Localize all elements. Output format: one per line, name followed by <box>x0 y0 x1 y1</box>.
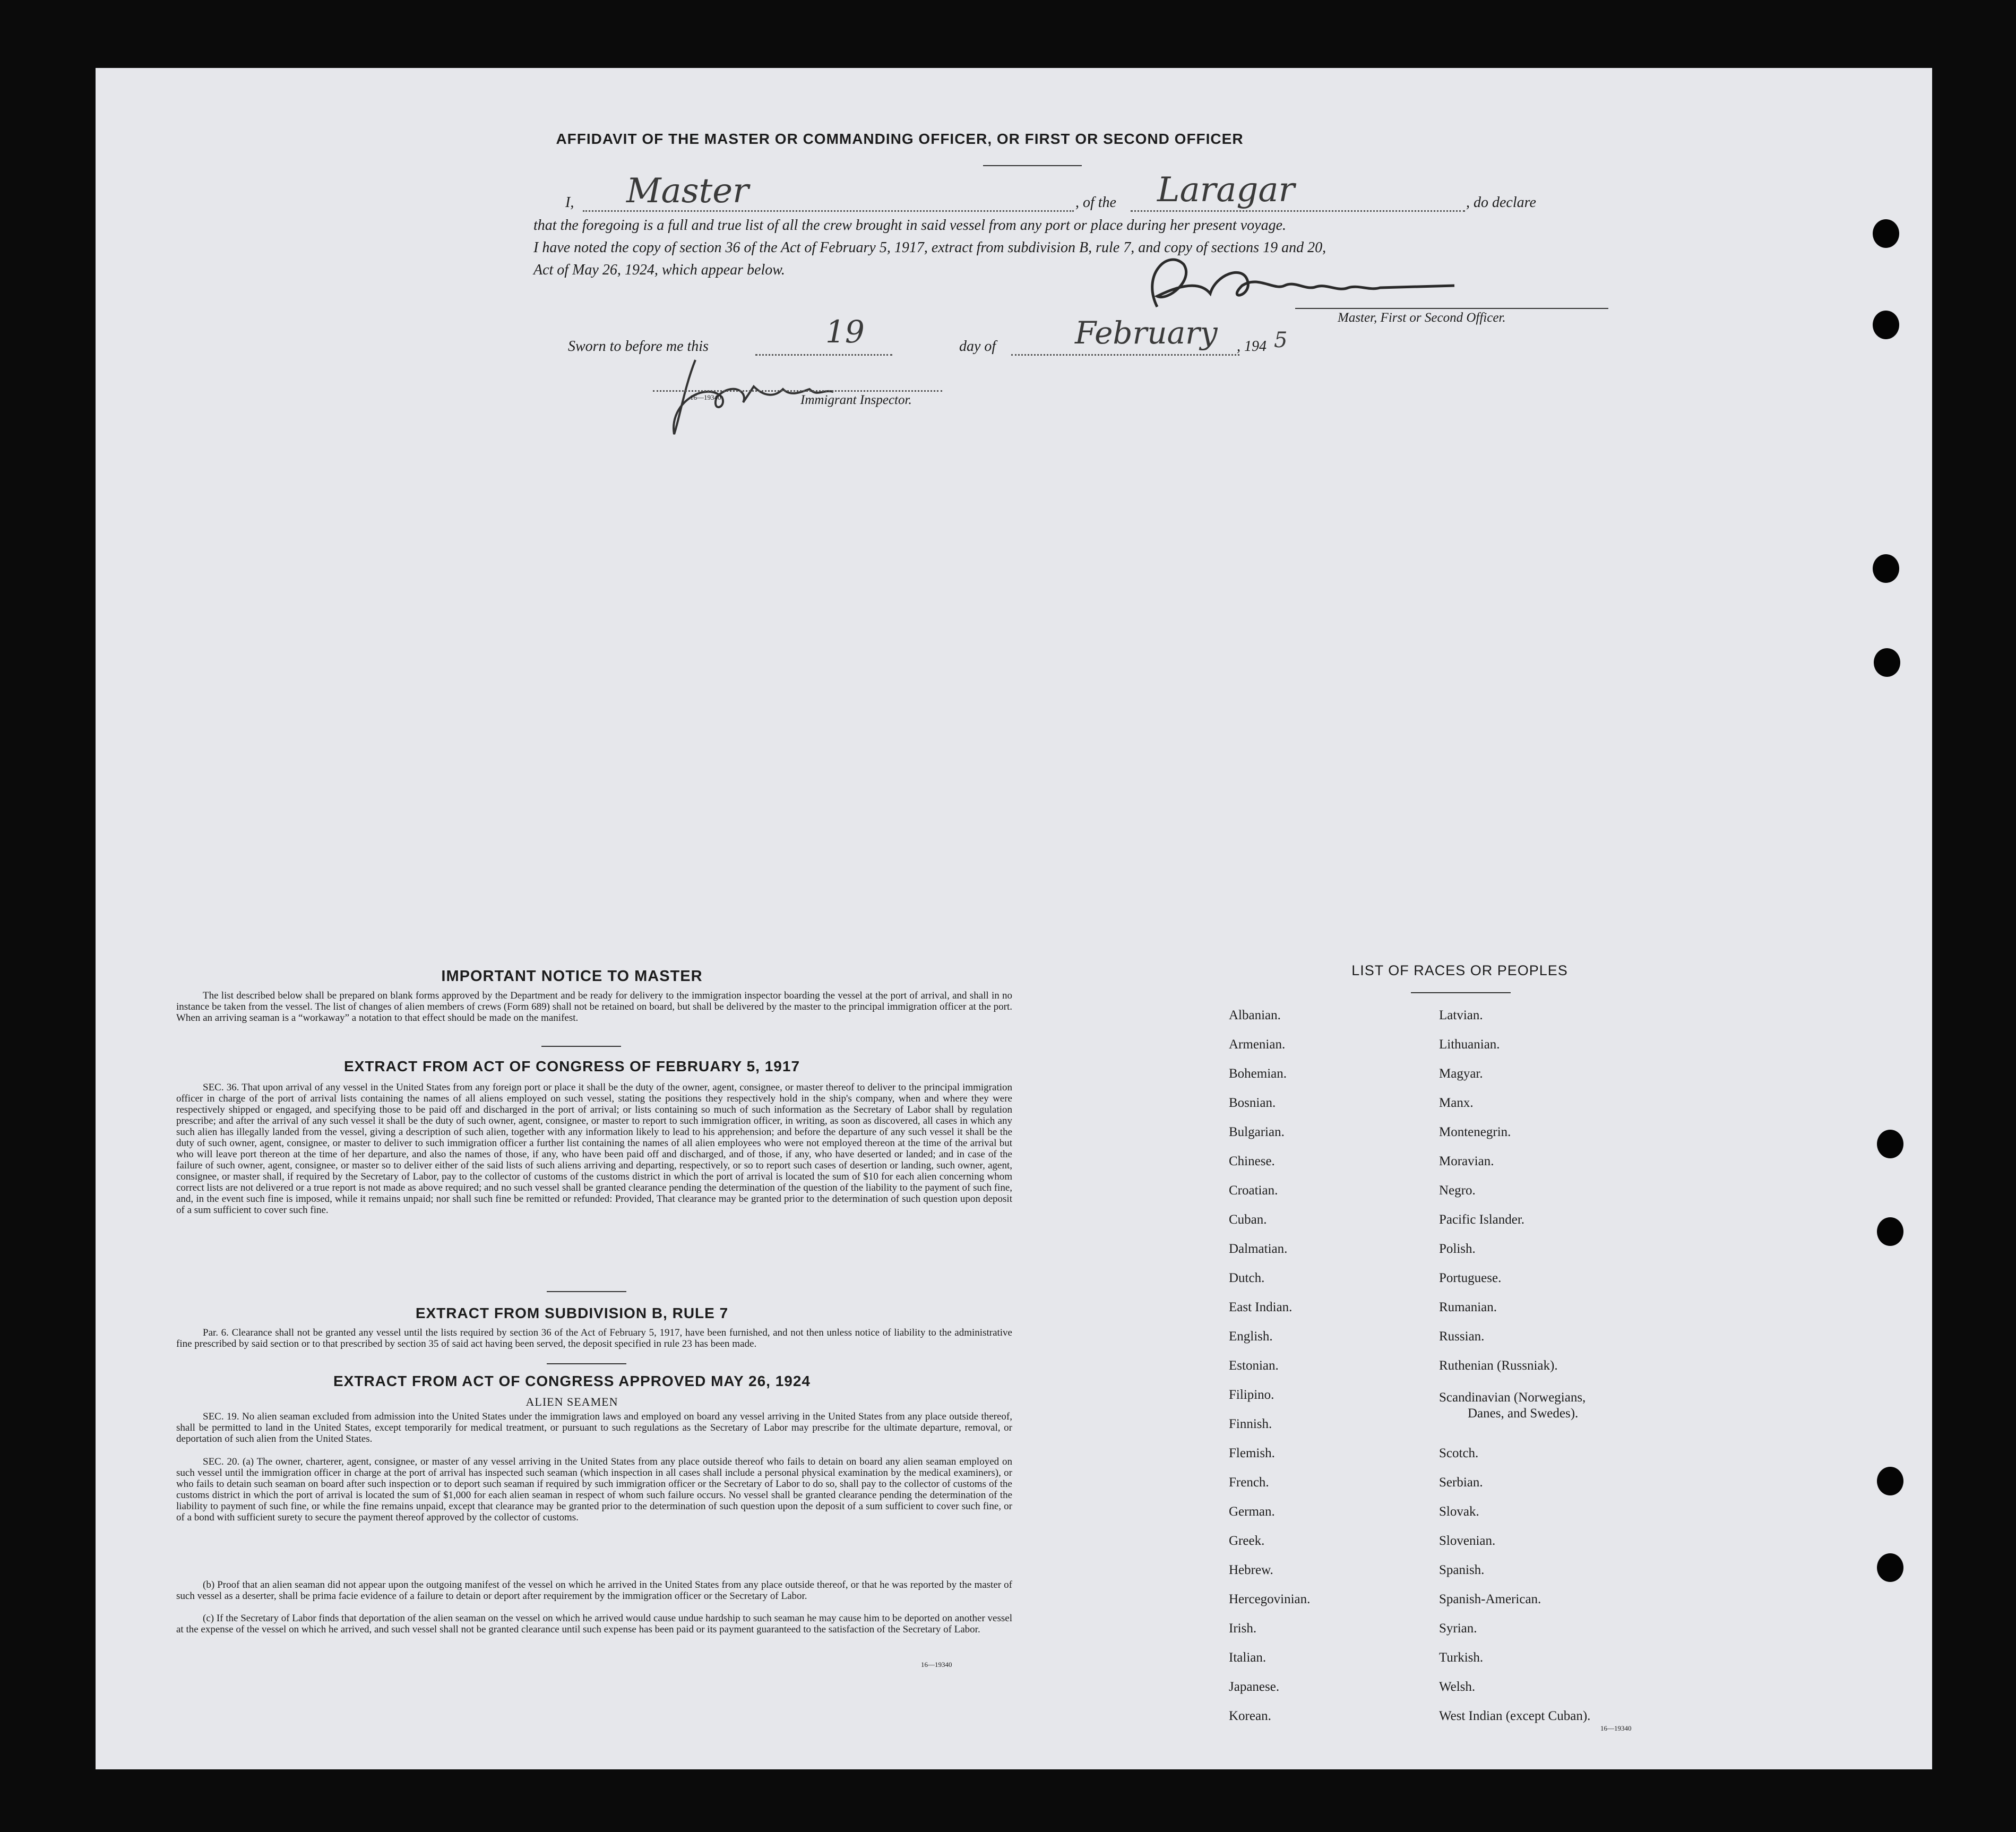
race-item: Slovenian. <box>1439 1534 1496 1548</box>
notice-heading: IMPORTANT NOTICE TO MASTER <box>441 968 703 985</box>
inspector-line <box>653 390 942 392</box>
year-prefix: , 194 <box>1237 338 1267 355</box>
race-item: Danes, and Swedes). <box>1468 1406 1579 1421</box>
races-divider <box>1411 992 1511 993</box>
punch-hole <box>1877 1467 1903 1495</box>
races-heading: LIST OF RACES OR PEOPLES <box>1351 962 1568 978</box>
race-item: Cuban. <box>1229 1212 1267 1227</box>
race-item: Albanian. <box>1229 1008 1281 1022</box>
race-item: Serbian. <box>1439 1475 1483 1490</box>
vessel-line <box>1131 210 1465 212</box>
race-item: Magyar. <box>1439 1066 1483 1081</box>
race-item: English. <box>1229 1329 1273 1344</box>
inspector-form-number: 16—19340 <box>690 393 721 401</box>
race-item: German. <box>1229 1504 1275 1519</box>
punch-hole <box>1877 1217 1903 1246</box>
race-item: Montenegrin. <box>1439 1125 1511 1139</box>
race-item: Portuguese. <box>1439 1271 1502 1285</box>
inspector-signature <box>664 339 892 445</box>
race-item: Manx. <box>1439 1096 1474 1110</box>
race-item: French. <box>1229 1475 1269 1490</box>
affidavit-line-3: I have noted the copy of section 36 of the Act of February 5, 1917, extract from subdivision B, rule 7, and copy of sections 19 and 20, <box>533 239 1326 256</box>
affidavit-heading: AFFIDAVIT OF THE MASTER OR COMMANDING OFFICER, OR FIRST OR SECOND OFFICER <box>556 131 1244 147</box>
race-item: Korean. <box>1229 1709 1271 1723</box>
race-item: Flemish. <box>1229 1446 1275 1460</box>
punch-hole <box>1873 311 1899 339</box>
affidavit-line-2: that the foregoing is a full and true list of all the crew brought in said vessel from any port or place during her present voyage. <box>533 217 1287 234</box>
race-item: West Indian (except Cuban). <box>1439 1709 1591 1723</box>
day-of-label: day of <box>959 338 996 355</box>
do-declare-label: , do declare <box>1466 194 1536 211</box>
race-item: Scotch. <box>1439 1446 1479 1460</box>
race-item: Turkish. <box>1439 1650 1484 1665</box>
race-item: Estonian. <box>1229 1358 1279 1373</box>
extract-1924-heading: EXTRACT FROM ACT OF CONGRESS APPROVED MAY 26, 1924 <box>333 1373 811 1389</box>
race-item: Lithuanian. <box>1439 1037 1500 1052</box>
race-item: Latvian. <box>1439 1008 1483 1022</box>
race-item: Hebrew. <box>1229 1563 1273 1577</box>
race-item: Italian. <box>1229 1650 1267 1665</box>
race-item: Greek. <box>1229 1534 1265 1548</box>
extract-1917-divider <box>547 1291 626 1292</box>
race-item: Finnish. <box>1229 1417 1272 1431</box>
extract-1917-heading: EXTRACT FROM ACT OF CONGRESS OF FEBRUARY 5, 1917 <box>343 1058 800 1074</box>
race-item: Ruthenian (Russniak). <box>1439 1358 1558 1373</box>
extract-rule7-divider <box>547 1363 626 1364</box>
race-item: Syrian. <box>1439 1621 1477 1636</box>
race-item: Polish. <box>1439 1242 1476 1256</box>
officer-signature <box>1136 243 1507 317</box>
vessel-handwritten: Laragar <box>1157 170 1295 210</box>
officer-signature-line <box>1295 308 1608 309</box>
notice-text: The list described below shall be prepared on blank forms approved by the Department and be ready for delivery to the immigration inspector boarding the vessel at the port of arrival, and shall in no instance be taken from the vessel. The list of changes of alien members of crews (Form 689) shall not be retained on board, but shall be delivered by the master to the principal immigration officer at the port. When an arriving seaman is a “workaway” a notation to that effect should be made on the manifest. <box>176 990 1012 1023</box>
pronoun-label: I, <box>565 194 574 211</box>
month-line <box>1011 354 1239 356</box>
race-item: Armenian. <box>1229 1037 1286 1052</box>
punch-hole <box>1873 219 1899 248</box>
inspector-caption: Immigrant Inspector. <box>800 393 912 407</box>
sec-20c-text: (c) If the Secretary of Labor finds that deportation of the alien seaman on the vessel on which he arrived would cause undue hardship to such seaman he may cause him to be deported on another vessel at the expense of the vessel on which he arrived, and such vessel shall not be granted clearance until such expense has been paid or its payment guaranteed to the satisfaction of the Secretary of Labor. <box>176 1613 1012 1635</box>
race-item: Hercegovinian. <box>1229 1592 1311 1606</box>
officer-caption: Master, First or Second Officer. <box>1338 311 1506 325</box>
race-item: Pacific Islander. <box>1439 1212 1525 1227</box>
sec-20a-text: SEC. 20. (a) The owner, charterer, agent, consignee, or master of any vessel arriving in the United States from any place outside thereof who fails to detain on board any alien seaman employed on such vessel until the immigration officer in charge at the port of arrival has inspected such seaman (which inspection in all cases shall include a personal physical examination by the medical examiners), or who fails to detain such seaman on board after such inspection or to deport such seaman if required by such immigration officer or the Secretary of Labor to do so, shall pay to the collector of customs of the customs district in which the port of arrival is located the sum of $1,000 for each alien seaman in respect of whom such failure occurs. No vessel shall be granted clearance pending the determination of the liability to payment of such fine, or while the fine remains unpaid, except that clearance may be granted prior to the determination of such question upon the deposit of a sum sufficient to cover such fine, or of a bond with sufficient surety to secure the payment thereof approved by the collector of customs. <box>176 1456 1012 1523</box>
year-handwritten: 5 <box>1274 328 1288 352</box>
extract-1917-text: SEC. 36. That upon arrival of any vessel in the United States from any foreign port or place it shall be the duty of the owner, agent, consignee, or master thereof to deliver to the principal immigration officer in charge of the port of arrival lists containing the names of all aliens employed on such vessel, stating the positions they respectively hold in the ship's company, when and where they were respectively shipped or engaged, and specifying those to be paid off and discharged in the port of arrival; or lists containing so much of such information as the Secretary of Labor shall by regulation prescribe; and after the arrival of any such vessel it shall be the duty of such owner, agent, consignee, or master to report to such immigration officer, in writing, as soon as discovered, all cases in which any such alien has illegally landed from the vessel, giving a description of such alien, together with any information likely to lead to his apprehension; and before the departure of any such vessel it shall be the duty of such owner, agent, consignee, or master to deliver to such immigration officer a further list containing the names of all alien employees who were not employed thereon at the time of the arrival but who will leave port thereon at the time of her departure, and also the names of those, if any, who have been paid off and discharged, and of those, if any, who have deserted or landed; and in case of the failure of such owner, agent, consignee, or master so to deliver either of the said lists of such aliens arriving and departing, respectively, or so to report such cases of desertion or landing, such owner, agent, consignee, or master shall, if required by the Secretary of Labor, pay to the collector of customs of the customs district in which the port of arrival is located the sum of $10 for each alien concerning whom correct lists are not delivered or a true report is not made as above required; and no such vessel shall be granted clearance pending the determination of the question of the liability to the payment of such fine, and, in the event such fine is imposed, while it remains unpaid; nor shall such fine be remitted or refunded: Provided, That clearance may be granted prior to the determination of such question upon deposit of a sum sufficient to cover such fine. <box>176 1082 1012 1216</box>
race-item: Bulgarian. <box>1229 1125 1285 1139</box>
affidavit-line-4: Act of May 26, 1924, which appear below. <box>533 262 785 278</box>
race-item: Croatian. <box>1229 1183 1278 1198</box>
race-item: Dalmatian. <box>1229 1242 1288 1256</box>
race-item: Irish. <box>1229 1621 1257 1636</box>
document-page <box>96 68 1932 1769</box>
race-item: Russian. <box>1439 1329 1485 1344</box>
race-item: Scandinavian (Norwegians, <box>1439 1390 1586 1405</box>
of-the-label: , of the <box>1075 194 1116 211</box>
punch-hole <box>1877 1130 1903 1158</box>
month-handwritten: February <box>1075 315 1218 351</box>
race-item: Bohemian. <box>1229 1066 1287 1081</box>
race-item: Dutch. <box>1229 1271 1265 1285</box>
race-item: Slovak. <box>1439 1504 1479 1519</box>
races-form-number: 16—19340 <box>1600 1724 1632 1732</box>
name-handwritten: Master <box>626 171 749 211</box>
extract-rule7-text: Par. 6. Clearance shall not be granted any vessel until the lists required by section 36 of the Act of February 5, 1917, have been furnished, and not then unless notice of liability to the administrative fine prescribed by said section or to that prescribed by section 35 of said act having been served, the deposit specified in rule 23 has been made. <box>176 1327 1012 1349</box>
race-item: Spanish-American. <box>1439 1592 1541 1606</box>
extract-form-number: 16—19340 <box>921 1661 952 1668</box>
race-item: Negro. <box>1439 1183 1476 1198</box>
race-item: Rumanian. <box>1439 1300 1497 1314</box>
alien-seamen-subheading: ALIEN SEAMEN <box>525 1395 618 1408</box>
race-item: Japanese. <box>1229 1680 1280 1694</box>
punch-hole <box>1877 1553 1903 1582</box>
race-item: Chinese. <box>1229 1154 1275 1168</box>
sec-20b-text: (b) Proof that an alien seaman did not appear upon the outgoing manifest of the vessel on which he arrived in the United States from any place outside thereof, or that he was reported by the master of such vessel as a deserter, shall be prima facie evidence of a failure to detain or deport after requirement by the immigration officer or the Secretary of Labor. <box>176 1579 1012 1602</box>
race-item: Filipino. <box>1229 1388 1274 1402</box>
notice-divider <box>541 1046 621 1047</box>
race-item: Moravian. <box>1439 1154 1494 1168</box>
punch-hole <box>1873 554 1899 583</box>
sworn-label: Sworn to before me this <box>568 338 709 355</box>
punch-hole <box>1874 648 1900 677</box>
day-handwritten: 19 <box>825 314 865 350</box>
race-item: East Indian. <box>1229 1300 1293 1314</box>
sec-19-text: SEC. 19. No alien seaman excluded from admission into the United States under the immigration laws and employed on board any vessel arriving in the United States from any place outside thereof, shall be permitted to land in the United States, except temporarily for medical treatment, or pursuant to such regulations as the Secretary of Labor may prescribe for the ultimate departure, removal, or deportation of such alien from the United States. <box>176 1411 1012 1444</box>
race-item: Spanish. <box>1439 1563 1485 1577</box>
race-item: Welsh. <box>1439 1680 1476 1694</box>
extract-rule7-heading: EXTRACT FROM SUBDIVISION B, RULE 7 <box>415 1305 729 1321</box>
race-item: Bosnian. <box>1229 1096 1276 1110</box>
heading-divider <box>983 165 1082 166</box>
